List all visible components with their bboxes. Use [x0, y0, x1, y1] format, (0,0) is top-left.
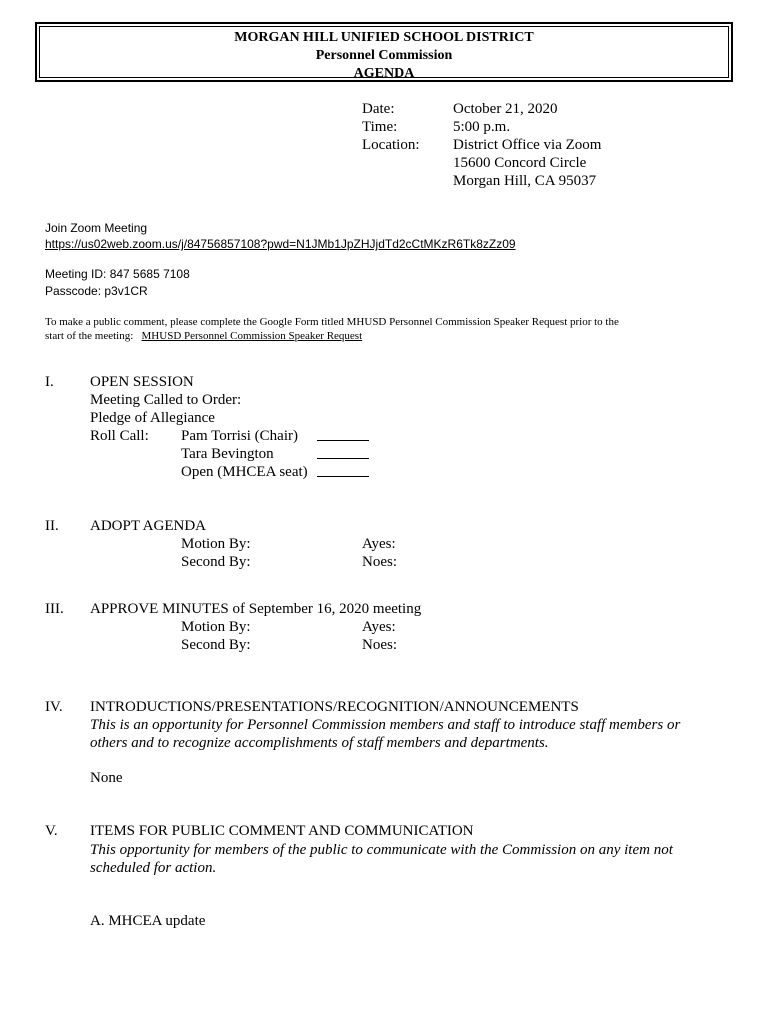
district-title: MORGAN HILL UNIFIED SCHOOL DISTRICT — [234, 30, 534, 45]
section-description: This is an opportunity for Personnel Commission members and staff to introduce staff members or — [90, 717, 681, 733]
section-description: scheduled for action. — [90, 860, 217, 876]
ayes-label: Ayes: — [362, 536, 396, 552]
header-box — [35, 22, 733, 82]
agenda-title: AGENDA — [353, 66, 415, 81]
second-by-label: Second By: — [181, 637, 251, 653]
section-numeral: III. — [45, 601, 64, 617]
roll-call-blank — [317, 463, 369, 482]
public-comment-line1: To make a public comment, please complete the Google Form titled MHUSD Personnel Commission Speaker Request prior to the — [45, 316, 619, 328]
roll-call-member: Open (MHCEA seat) — [181, 464, 308, 480]
zoom-link[interactable]: https://us02web.zoom.us/j/84756857108?pwd=N1JMb1JpZHJjdTd2cCtMKzR6Tk8zZz09 — [45, 237, 516, 251]
roll-call-blank — [317, 427, 369, 446]
time-value: 5:00 p.m. — [453, 119, 511, 135]
meeting-called-to-order: Meeting Called to Order: — [90, 392, 242, 408]
section-numeral: IV. — [45, 699, 63, 715]
location-line3: Morgan Hill, CA 95037 — [453, 173, 597, 189]
commission-title: Personnel Commission — [315, 48, 453, 63]
passcode: Passcode: p3v1CR — [45, 284, 148, 298]
speaker-request-link[interactable]: MHUSD Personnel Commission Speaker Request — [141, 330, 363, 342]
location-line2: 15600 Concord Circle — [453, 155, 587, 171]
location-line1: District Office via Zoom — [453, 137, 602, 153]
noes-label: Noes: — [362, 554, 397, 570]
second-by-label: Second By: — [181, 554, 251, 570]
location-label: Location: — [362, 137, 420, 153]
date-value: October 21, 2020 — [453, 101, 558, 117]
section-description: others and to recognize accomplishments of staff members and departments. — [90, 735, 549, 751]
noes-label: Noes: — [362, 637, 397, 653]
roll-call-label: Roll Call: — [90, 428, 149, 444]
roll-call-member: Tara Bevington — [181, 446, 274, 462]
roll-call-blank — [317, 445, 369, 464]
section-title: APPROVE MINUTES of September 16, 2020 meeting — [90, 601, 422, 617]
pledge-of-allegiance: Pledge of Allegiance — [90, 410, 215, 426]
section-numeral: V. — [45, 823, 58, 839]
section-title: OPEN SESSION — [90, 374, 194, 390]
roll-call-member: Pam Torrisi (Chair) — [181, 428, 298, 444]
meeting-id: Meeting ID: 847 5685 7108 — [45, 267, 190, 281]
public-comment-prefix: start of the meeting: — [45, 330, 134, 342]
section-title: ITEMS FOR PUBLIC COMMENT AND COMMUNICATION — [90, 823, 474, 839]
section-description: This opportunity for members of the public to communicate with the Commission on any item not — [90, 842, 673, 858]
date-label: Date: — [362, 101, 395, 117]
section-title: INTRODUCTIONS/PRESENTATIONS/RECOGNITION/ANNOUNCEMENTS — [90, 699, 579, 715]
time-label: Time: — [362, 119, 398, 135]
public-comment-line2 — [45, 329, 362, 343]
ayes-label: Ayes: — [362, 619, 396, 635]
section-numeral: I. — [45, 374, 54, 390]
motion-by-label: Motion By: — [181, 619, 251, 635]
section-numeral: II. — [45, 518, 59, 534]
agenda-item-mhcea-update: A. MHCEA update — [90, 913, 206, 929]
section-title: ADOPT AGENDA — [90, 518, 206, 534]
section-body: None — [90, 770, 123, 786]
motion-by-label: Motion By: — [181, 536, 251, 552]
zoom-heading: Join Zoom Meeting — [45, 221, 148, 235]
